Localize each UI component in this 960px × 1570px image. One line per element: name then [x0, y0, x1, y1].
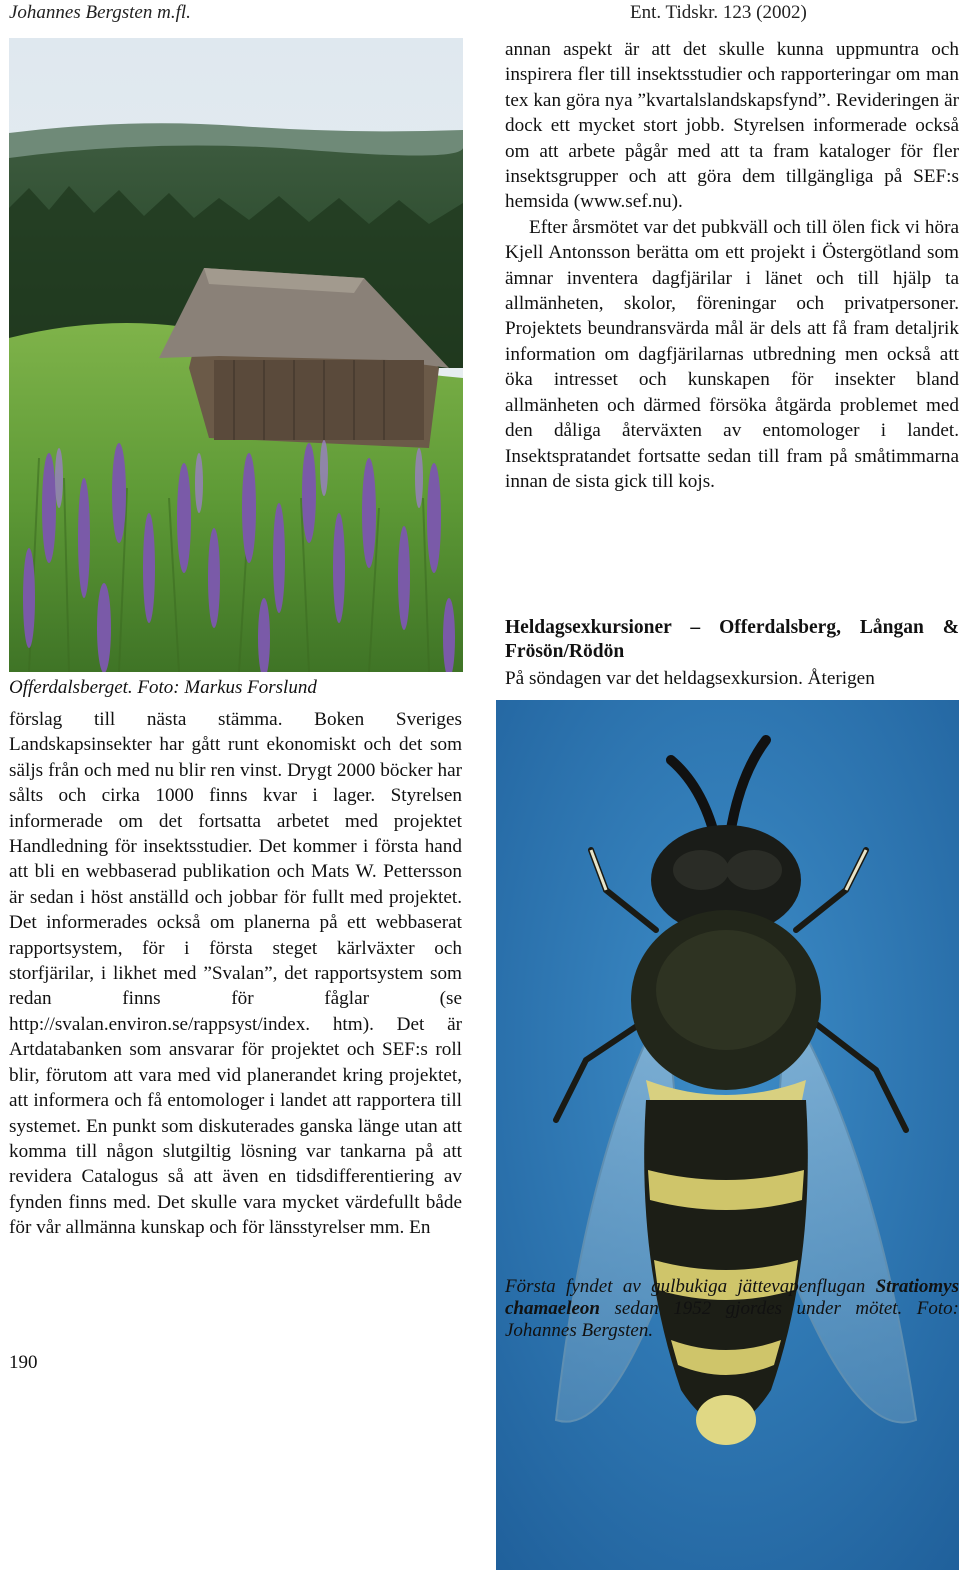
- right-paragraph-2: Efter årsmötet var det pubkväll och till ölen fick vi höra Kjell Antonsson berätta om ett projekt i Östergötland som ämnar inventera dagfjärilar i länet och till hjälp ta allmänheten, skolor, föreningar och privatpersoner. Projektets beundransvärda mål är dels att få fram detaljrik information om dagfjärilarnas utbredning men också att öka intresset och kunskapen för insekter bland allmänheten och därmed försöka åtgärda problemet med den dåliga återväxten av entomologer i landet. Insektspratandet fortsatte sedan till fram på småtimmarna innan de sista gick till kojs.: [505, 216, 959, 492]
- right-paragraph-3: På söndagen var det heldagsexkursion. Återigen: [505, 668, 875, 689]
- left-column-text: [9, 707, 462, 1241]
- right-paragraph-1: annan aspekt är att det skulle kunna uppmuntra och inspirera fler till insektsstudier och rapporteringar om man tex kan göra nya ”kvartalslandskapsfynd”. Revideringen är dock ett mycket stort jobb. Styrelsen informerade också om att arbete pågår med att ta fram kataloger för fler insektsgrupper och att göra dem tillgängliga på SEF:s hemsida (www.sef.nu).: [505, 39, 959, 213]
- fly-caption-lead: Första fyndet av gulbukiga jättevapenflugan: [505, 1276, 876, 1297]
- fly-photo-caption: [505, 1276, 959, 1342]
- fly-caption-rest: sedan 1952 gjordes under mötet. Foto: Johannes Bergsten.: [505, 1298, 959, 1341]
- fly-species-name: Stratiomys chamaeleon: [505, 1276, 959, 1319]
- running-header-authors: Johannes Bergsten m.fl.: [9, 2, 191, 23]
- barn-meadow-photo: [9, 38, 463, 672]
- running-header-journal: Ent. Tidskr. 123 (2002): [630, 2, 807, 23]
- right-column-after-heading: [505, 666, 959, 691]
- left-paragraph: förslag till nästa stämma. Boken Sveriges Landskapsinsekter har gått runt ekonomiskt och det som säljs från och med nu blir ren vinst. Drygt 2000 böcker har sålts och cirka 1000 finns kvar i lager. Styrelsen informerade om det fortsatta arbetet med projektet Handledning för insektsstudier. Det kommer i första hand att bli en webbaserad publikation och Mats W. Pettersson är sedan i höst anställd och jobbar för fullt med projektet. Det informerades också om planerna på ett webbaserat rapportsystem, för i första steget kärlväxter och storfjärilar, i likhet med ”Svalan”, det rapportsystem som redan finns för fåglar (se http://svalan.environ.se/rappsyst/index. htm). Det är Artdatabanken som ansvarar för projektet och SEF:s roll blir, förutom att vara med vid planerandet kring projektet, att informera och få entomologer i landet att rapportera till systemet. En punkt som diskuterades ganska länge utan att komma till någon slutgiltig lösning var tankarna på att revidera Catalogus så att även en tidsdifferentiering av fynden finns med. Det skulle vara mycket värdefullt både för vår allmänna kunskap och för länsstyrelser mm. En: [9, 709, 462, 1239]
- right-column-text: [505, 37, 959, 494]
- fly-photo: [496, 700, 959, 1570]
- barn-photo-caption: Offerdalsberget. Foto: Markus Forslund: [9, 677, 317, 698]
- section-heading: Heldagsexkursioner – Offerdalsberg, Långan & Frösön/Rödön: [505, 617, 959, 662]
- page-number: 190: [9, 1352, 38, 1373]
